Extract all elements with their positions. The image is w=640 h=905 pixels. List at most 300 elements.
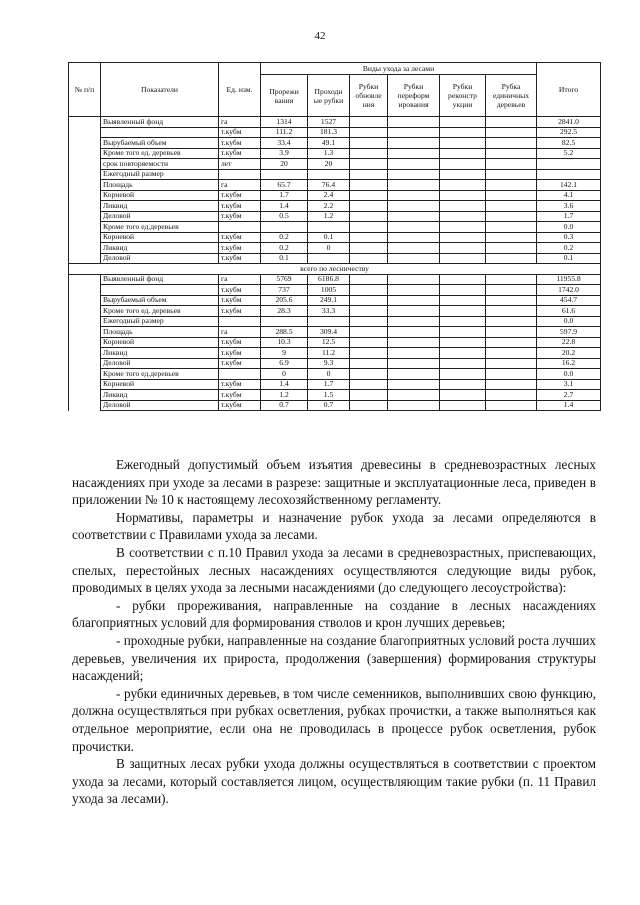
empty-cell <box>350 337 388 348</box>
thinning-cell: 1.2 <box>261 390 308 401</box>
row-num-cell <box>69 348 101 359</box>
indicator-cell: Корневой <box>101 190 219 201</box>
section-row <box>69 264 601 275</box>
row-num-cell <box>69 306 101 317</box>
thinning-cell: 0.1 <box>261 253 308 264</box>
indicator-cell: Выявленный фонд <box>101 274 219 285</box>
row-num-cell <box>69 285 101 296</box>
row-num-cell <box>69 358 101 369</box>
empty-cell <box>486 253 537 264</box>
empty-cell <box>388 117 440 128</box>
row-num-cell <box>69 369 101 380</box>
empty-cell <box>486 285 537 296</box>
empty-cell <box>350 306 388 317</box>
empty-cell <box>350 316 388 327</box>
thinning-cell: 205.6 <box>261 295 308 306</box>
unit-cell: т.кубм <box>219 211 261 222</box>
empty-cell <box>440 348 486 359</box>
table-row <box>69 117 601 128</box>
total-cell: 20.2 <box>537 348 601 359</box>
passage-cell <box>308 169 350 180</box>
header-type: Проходн ые рубки <box>308 75 350 117</box>
passage-cell: 0.7 <box>308 400 350 411</box>
empty-cell <box>440 180 486 191</box>
header-type: Рубки переформ ирования <box>388 75 440 117</box>
row-num-cell <box>69 222 101 233</box>
empty-cell <box>350 138 388 149</box>
empty-cell <box>486 358 537 369</box>
empty-cell <box>440 379 486 390</box>
passage-cell: 20 <box>308 159 350 170</box>
empty-cell <box>440 327 486 338</box>
empty-cell <box>350 148 388 159</box>
passage-cell: 249.1 <box>308 295 350 306</box>
empty-cell <box>440 148 486 159</box>
indicator-cell: Ликвид <box>101 243 219 254</box>
empty-cell <box>486 400 537 411</box>
indicator-cell: Вырубаемый объем <box>101 295 219 306</box>
empty-cell <box>350 379 388 390</box>
row-num-cell <box>69 138 101 149</box>
empty-cell <box>350 159 388 170</box>
empty-cell <box>350 232 388 243</box>
passage-cell: 1527 <box>308 117 350 128</box>
passage-cell: 12.5 <box>308 337 350 348</box>
empty-cell <box>486 201 537 212</box>
total-cell: 4.1 <box>537 190 601 201</box>
empty-cell <box>388 201 440 212</box>
empty-cell <box>486 159 537 170</box>
table-row <box>69 337 601 348</box>
total-cell: 0.1 <box>537 253 601 264</box>
empty-cell <box>388 169 440 180</box>
total-cell: 5.2 <box>537 148 601 159</box>
empty-cell <box>440 390 486 401</box>
total-cell: 0.0 <box>537 369 601 380</box>
empty-cell <box>486 379 537 390</box>
empty-cell <box>440 169 486 180</box>
header-type: Рубки реконстр укции <box>440 75 486 117</box>
empty-cell <box>440 285 486 296</box>
row-num-cell <box>69 316 101 327</box>
table-row <box>69 180 601 191</box>
unit-cell: т.кубм <box>219 138 261 149</box>
total-cell: 142.1 <box>537 180 601 191</box>
row-num-cell <box>69 253 101 264</box>
empty-cell <box>388 148 440 159</box>
empty-cell <box>486 327 537 338</box>
table-row <box>69 190 601 201</box>
empty-cell <box>388 348 440 359</box>
empty-cell <box>486 169 537 180</box>
empty-cell <box>486 222 537 233</box>
indicator-cell: Кроме того ед.деревьев <box>101 369 219 380</box>
passage-cell: 0.1 <box>308 232 350 243</box>
passage-cell: 11.2 <box>308 348 350 359</box>
table-row <box>69 390 601 401</box>
row-num-cell <box>69 127 101 138</box>
row-num-cell <box>69 327 101 338</box>
total-cell: 82.5 <box>537 138 601 149</box>
row-num-cell <box>69 390 101 401</box>
empty-cell <box>440 316 486 327</box>
unit-cell: т.кубм <box>219 148 261 159</box>
total-cell: 3.6 <box>537 201 601 212</box>
total-cell: 2.7 <box>537 390 601 401</box>
thinning-cell: 65.7 <box>261 180 308 191</box>
table-row <box>69 400 601 411</box>
empty-cell <box>486 148 537 159</box>
empty-cell <box>388 337 440 348</box>
empty-cell <box>350 285 388 296</box>
empty-cell <box>388 285 440 296</box>
empty-cell <box>486 295 537 306</box>
empty-cell <box>440 306 486 317</box>
thinning-cell: 1314 <box>261 117 308 128</box>
indicator-cell: Кроме того ед.деревьев <box>101 222 219 233</box>
total-cell: 11955.8 <box>537 274 601 285</box>
unit-cell: т.кубм <box>219 190 261 201</box>
table-row <box>69 327 601 338</box>
row-num-cell <box>69 274 101 285</box>
indicator-cell: Выявленный фонд <box>101 117 219 128</box>
table-row <box>69 232 601 243</box>
total-cell: 0.0 <box>537 316 601 327</box>
unit-cell: т.кубм <box>219 348 261 359</box>
paragraph: Ежегодный допустимый объем изъятия древесины в средневозрастных лесных насаждениях при уходе за лесами в разрезе: защитные и эксплуатационные леса, приведен в приложении № 10 к настоящему лесохозяйственному регламенту. <box>72 457 596 508</box>
thinning-cell: 0.2 <box>261 232 308 243</box>
empty-cell <box>388 127 440 138</box>
unit-cell: т.кубм <box>219 285 261 296</box>
thinning-cell: 6.9 <box>261 358 308 369</box>
table-row <box>69 169 601 180</box>
empty-cell <box>388 358 440 369</box>
empty-cell <box>486 211 537 222</box>
empty-cell <box>440 232 486 243</box>
thinning-cell: 33.4 <box>261 138 308 149</box>
unit-cell: т.кубм <box>219 358 261 369</box>
empty-cell <box>388 369 440 380</box>
empty-cell <box>486 306 537 317</box>
thinning-cell: 3.9 <box>261 148 308 159</box>
thinning-cell: 111.2 <box>261 127 308 138</box>
indicator-cell: Ликвид <box>101 348 219 359</box>
empty-cell <box>440 211 486 222</box>
unit-cell: т.кубм <box>219 379 261 390</box>
empty-cell <box>350 369 388 380</box>
empty-cell <box>486 232 537 243</box>
unit-cell: т.кубм <box>219 253 261 264</box>
unit-cell <box>219 369 261 380</box>
empty-cell <box>388 295 440 306</box>
empty-cell <box>350 222 388 233</box>
indicator-cell: Ликвид <box>101 201 219 212</box>
thinning-cell: 288.5 <box>261 327 308 338</box>
thinning-cell: 28.3 <box>261 306 308 317</box>
table-row <box>69 369 601 380</box>
passage-cell: 0 <box>308 243 350 254</box>
unit-cell: т.кубм <box>219 390 261 401</box>
row-num-cell <box>69 201 101 212</box>
passage-cell: 309.4 <box>308 327 350 338</box>
row-num-cell <box>69 180 101 191</box>
empty-cell <box>486 117 537 128</box>
table-row <box>69 148 601 159</box>
total-cell: 2841.0 <box>537 117 601 128</box>
empty-cell <box>350 127 388 138</box>
passage-cell: 49.1 <box>308 138 350 149</box>
empty-cell <box>350 400 388 411</box>
total-cell: 1742.0 <box>537 285 601 296</box>
passage-cell: 2.4 <box>308 190 350 201</box>
table-row <box>69 159 601 170</box>
paragraph: В защитных лесах рубки ухода должны осуществляться в соответствии с проектом ухода за лесами, который составляется лицом, осуществляющим такие рубки (п. 11 Правил ухода за лесами). <box>72 756 596 807</box>
empty-cell <box>486 127 537 138</box>
paragraph: - проходные рубки, направленные на создание благоприятных условий роста лучших деревьев, увеличения их прироста, продолжения (завершения) формирования структуры насаждений; <box>72 632 596 684</box>
thinning-cell <box>261 222 308 233</box>
thinning-cell <box>261 169 308 180</box>
unit-cell: т.кубм <box>219 127 261 138</box>
empty-cell <box>350 253 388 264</box>
total-cell: 1.4 <box>537 400 601 411</box>
total-cell <box>537 169 601 180</box>
header-unit: Ед. изм. <box>219 63 261 117</box>
indicator-cell: Кроме того ед. деревьев <box>101 306 219 317</box>
indicator-cell: Площадь <box>101 327 219 338</box>
unit-cell <box>219 169 261 180</box>
thinning-cell: 0 <box>261 369 308 380</box>
header-num: № п/п <box>69 63 101 117</box>
thinning-cell: 737 <box>261 285 308 296</box>
unit-cell: га <box>219 274 261 285</box>
empty-cell <box>388 243 440 254</box>
empty-cell <box>350 190 388 201</box>
indicator-cell: Ежегодный размер <box>101 316 219 327</box>
table-row <box>69 295 601 306</box>
table-row <box>69 379 601 390</box>
thinning-cell: 1.7 <box>261 190 308 201</box>
thinning-cell: 0.5 <box>261 211 308 222</box>
table-row <box>69 243 601 254</box>
header-total: Итого <box>537 63 601 117</box>
thinning-cell: 20 <box>261 159 308 170</box>
table-row <box>69 285 601 296</box>
paragraph: - рубки прореживания, направленные на создание в лесных насаждениях благоприятных условий для формирования стволов и крон лучших деревьев; <box>72 597 596 631</box>
row-num-cell <box>69 169 101 180</box>
empty-cell <box>440 337 486 348</box>
section-title: всего по лесничеству <box>69 264 601 275</box>
passage-cell: 1.5 <box>308 390 350 401</box>
empty-cell <box>486 274 537 285</box>
unit-cell: т.кубм <box>219 295 261 306</box>
empty-cell <box>440 243 486 254</box>
empty-cell <box>440 253 486 264</box>
empty-cell <box>388 274 440 285</box>
unit-cell: т.кубм <box>219 400 261 411</box>
empty-cell <box>486 190 537 201</box>
indicator-cell: Деловой <box>101 253 219 264</box>
row-num-cell <box>69 337 101 348</box>
row-num-cell <box>69 243 101 254</box>
total-cell: 16.2 <box>537 358 601 369</box>
table-row <box>69 211 601 222</box>
page-number: 42 <box>314 30 326 42</box>
empty-cell <box>350 390 388 401</box>
forest-care-table <box>68 62 601 411</box>
empty-cell <box>440 190 486 201</box>
passage-cell <box>308 222 350 233</box>
table-row <box>69 127 601 138</box>
thinning-cell: 10.3 <box>261 337 308 348</box>
indicator-cell: Деловой <box>101 358 219 369</box>
empty-cell <box>350 327 388 338</box>
unit-cell: т.кубм <box>219 232 261 243</box>
row-num-cell <box>69 295 101 306</box>
empty-cell <box>486 316 537 327</box>
empty-cell <box>486 390 537 401</box>
table-row <box>69 306 601 317</box>
passage-cell: 181.3 <box>308 127 350 138</box>
indicator-cell: Ликвид <box>101 390 219 401</box>
indicator-cell: Ежегодный размер <box>101 169 219 180</box>
thinning-cell: 5769 <box>261 274 308 285</box>
empty-cell <box>388 190 440 201</box>
row-num-cell <box>69 379 101 390</box>
empty-cell <box>440 201 486 212</box>
empty-cell <box>350 243 388 254</box>
unit-cell <box>219 316 261 327</box>
empty-cell <box>440 159 486 170</box>
empty-cell <box>388 253 440 264</box>
total-cell: 0.3 <box>537 232 601 243</box>
total-cell: 292.5 <box>537 127 601 138</box>
empty-cell <box>388 327 440 338</box>
passage-cell: 6186.8 <box>308 274 350 285</box>
table-row <box>69 222 601 233</box>
unit-cell: т.кубм <box>219 201 261 212</box>
empty-cell <box>350 169 388 180</box>
passage-cell: 33.3 <box>308 306 350 317</box>
empty-cell <box>388 400 440 411</box>
thinning-cell <box>261 316 308 327</box>
indicator-cell: Корневой <box>101 379 219 390</box>
passage-cell: 1005 <box>308 285 350 296</box>
unit-cell <box>219 222 261 233</box>
empty-cell <box>440 400 486 411</box>
indicator-cell: срок повторяемости <box>101 159 219 170</box>
empty-cell <box>440 295 486 306</box>
row-num-cell <box>69 232 101 243</box>
unit-cell: т.кубм <box>219 243 261 254</box>
passage-cell: 0 <box>308 369 350 380</box>
row-num-cell <box>69 148 101 159</box>
unit-cell: лет <box>219 159 261 170</box>
empty-cell <box>350 201 388 212</box>
table-row <box>69 316 601 327</box>
paragraph: - рубки единичных деревьев, в том числе семенников, выполнивших свою функцию, должна осуществляться при рубках осветления, рубках прочистки, а также выполняться как отдельное мероприятие, если она не проводилась в процессе рубок осветления, рубок прочистки. <box>72 685 596 754</box>
body-text <box>72 456 596 808</box>
total-cell: 22.8 <box>537 337 601 348</box>
thinning-cell: 0.2 <box>261 243 308 254</box>
indicator-cell: Корневой <box>101 337 219 348</box>
empty-cell <box>440 369 486 380</box>
empty-cell <box>486 348 537 359</box>
total-cell: 1.7 <box>537 211 601 222</box>
passage-cell: 76.4 <box>308 180 350 191</box>
empty-cell <box>388 138 440 149</box>
empty-cell <box>440 274 486 285</box>
paragraph: Нормативы, параметры и назначение рубок ухода за лесами определяются в соответствии с Правилами ухода за лесами. <box>72 509 596 543</box>
total-cell <box>537 159 601 170</box>
empty-cell <box>486 243 537 254</box>
thinning-cell: 1.4 <box>261 201 308 212</box>
total-cell: 0.0 <box>537 222 601 233</box>
passage-cell: 1.2 <box>308 211 350 222</box>
empty-cell <box>388 232 440 243</box>
table-row <box>69 253 601 264</box>
thinning-cell: 9 <box>261 348 308 359</box>
total-cell: 597.9 <box>537 327 601 338</box>
empty-cell <box>440 358 486 369</box>
indicator-cell <box>101 285 219 296</box>
indicator-cell: Вырубаемый объем <box>101 138 219 149</box>
empty-cell <box>388 159 440 170</box>
empty-cell <box>486 337 537 348</box>
header-type: Рубка единичных деревьев <box>486 75 537 117</box>
empty-cell <box>388 180 440 191</box>
unit-cell: га <box>219 327 261 338</box>
total-cell: 0.2 <box>537 243 601 254</box>
empty-cell <box>486 180 537 191</box>
row-num-cell <box>69 159 101 170</box>
passage-cell: 9.3 <box>308 358 350 369</box>
unit-cell: т.кубм <box>219 337 261 348</box>
table-row <box>69 348 601 359</box>
empty-cell <box>440 222 486 233</box>
empty-cell <box>350 117 388 128</box>
empty-cell <box>388 379 440 390</box>
empty-cell <box>350 274 388 285</box>
empty-cell <box>486 369 537 380</box>
row-num-cell <box>69 117 101 128</box>
empty-cell <box>486 138 537 149</box>
passage-cell <box>308 253 350 264</box>
empty-cell <box>440 127 486 138</box>
indicator-cell: Корневой <box>101 232 219 243</box>
header-type: Рубки обновле ния <box>350 75 388 117</box>
table-row <box>69 138 601 149</box>
row-num-cell <box>69 211 101 222</box>
total-cell: 61.6 <box>537 306 601 317</box>
row-num-cell <box>69 400 101 411</box>
table-row <box>69 274 601 285</box>
passage-cell: 2.2 <box>308 201 350 212</box>
empty-cell <box>350 180 388 191</box>
header-group: Виды ухода за лесами <box>261 63 537 75</box>
indicator-cell: Деловой <box>101 211 219 222</box>
indicator-cell: Деловой <box>101 400 219 411</box>
empty-cell <box>388 211 440 222</box>
empty-cell <box>440 138 486 149</box>
empty-cell <box>388 316 440 327</box>
paragraph: В соответствии с п.10 Правил ухода за лесами в средневозрастных, приспевающих, спелых, перестойных лесных насаждениях осуществляются следующие виды рубок, проводимых в целях ухода за лесными насаждениями (до следующего лесоустройства): <box>72 544 596 596</box>
unit-cell: т.кубм <box>219 306 261 317</box>
unit-cell: га <box>219 180 261 191</box>
table-row <box>69 358 601 369</box>
empty-cell <box>350 358 388 369</box>
passage-cell: 1.3 <box>308 148 350 159</box>
passage-cell <box>308 316 350 327</box>
